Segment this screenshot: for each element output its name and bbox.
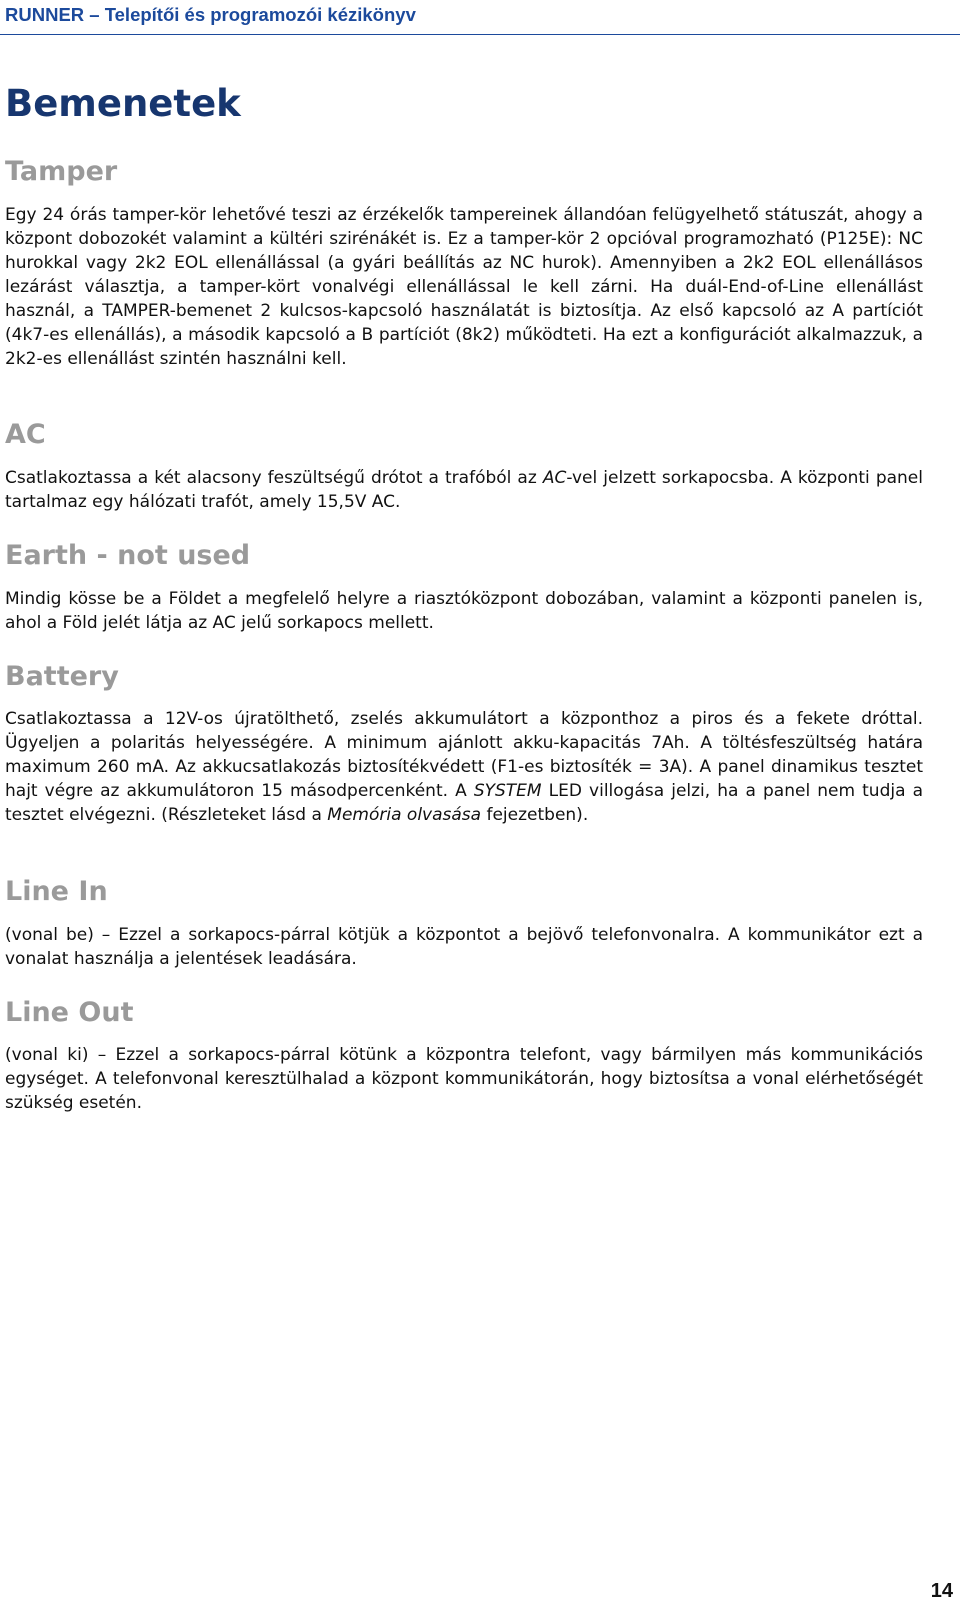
battery-body-text-2: LED villogása jelzi, ha a panel nem tudja a tesztet elvégezni. (Részleteket lásd a (5, 781, 923, 825)
section-body-battery (5, 707, 923, 827)
header-rule (0, 34, 960, 35)
section-heading-earth: Earth - not used (5, 540, 251, 571)
section-heading-line-in: Line In (5, 876, 108, 907)
battery-body-emphasis-memoria: Memória olvasása (327, 805, 482, 825)
section-heading-line-out: Line Out (5, 997, 134, 1028)
battery-body-text-3: fejezetben). (481, 805, 589, 825)
ac-body-emphasis: AC (542, 468, 567, 488)
section-body-line-in: (vonal be) – Ezzel a sorkapocs-párral kötjük a központot a bejövő telefonvonalra. A kommunikátor ezt a vonalat használja a jelentések leadására. (5, 925, 923, 969)
section-body-ac (5, 466, 923, 514)
battery-body-text-1: Csatlakoztassa a 12V-os újratölthető, zselés akkumulátort a központhoz a piros és a fekete dróttal. Ügyeljen a polaritás helyességére. A minimum ajánlott akku-kapacitás 7Ah. A töltésfeszültség határa maximum 260 mA. Az akkucsatlakozás biztosítékvédett (F1-es biztosíték = 3A). A panel dinamikus tesztet hajt végre az akkumulátoron 15 másodpercenként. A (5, 709, 923, 801)
section-heading-tamper: Tamper (5, 156, 118, 187)
page-number: 14 (930, 1580, 953, 1602)
section-body-tamper: Egy 24 órás tamper-kör lehetővé teszi az érzékelők tampereinek állandóan felügyelhető státuszát, ahogy a központ dobozokét valamint a kültéri szirénákét is. Ez a tamper-kör 2 opcióval programozható (P125E): NC hurokkal vagy 2k2 EOL ellenállással (a gyári beállítás az NC hurok). Amennyiben a 2k2 EOL ellenállásos lezárást választja, a tamper-kört vonalvégi ellenállással le kell zárni. Ha duál-End-of-Line ellenállást használ, a TAMPER-bemenet 2 kulcsos-kapcsoló használatát is biztosítja. Az első kapcsoló az A partíciót (4k7-es ellenállás), a második kapcsoló a B partíciót (8k2) működteti. Ha ezt a konfigurációt alkalmazzuk, a 2k2-es ellenállást szintén használni kell. (5, 205, 923, 369)
section-body-earth: Mindig kösse be a Földet a megfelelő helyre a riasztóközpont dobozában, valamint a központi panelen is, ahol a Föld jelét látja az AC jelű sorkapocs mellett. (5, 589, 923, 633)
ac-body-text-2: -vel jelzett sorkapocsba. A központi panel tartalmaz egy hálózati trafót, amely 15,5V AC. (5, 468, 923, 512)
page-title: Bemenetek (5, 82, 241, 125)
section-body-line-out: (vonal ki) – Ezzel a sorkapocs-párral kötünk a központra telefont, vagy bármilyen más kommunikációs egységet. A telefonvonal keresztülhalad a központ kommunikátorán, hogy biztosítsa a vonal elérhetőségét szükség esetén. (5, 1045, 923, 1113)
section-heading-battery: Battery (5, 661, 119, 692)
section-heading-ac: AC (5, 419, 46, 450)
ac-body-text-1: Csatlakoztassa a két alacsony feszültségű drótot a trafóból az (5, 468, 543, 488)
battery-body-emphasis-system: SYSTEM (473, 781, 542, 801)
running-header: RUNNER – Telepítői és programozói kézikönyv (5, 4, 416, 25)
